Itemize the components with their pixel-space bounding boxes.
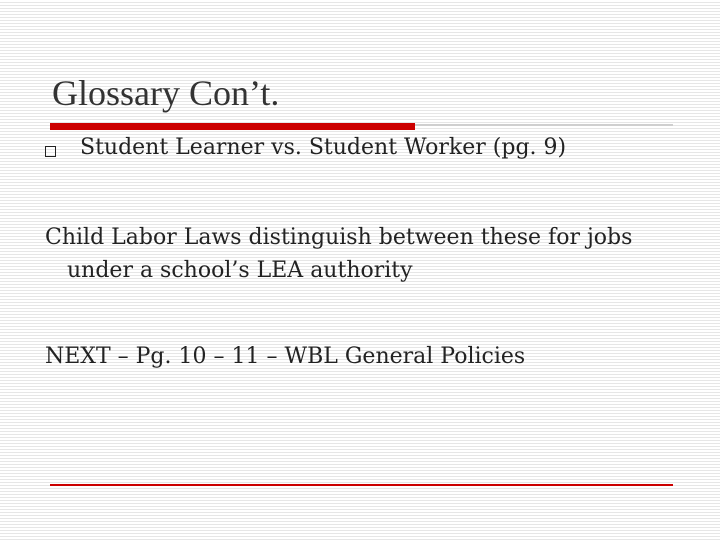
- square-bullet-icon: [45, 146, 56, 157]
- title-divider-rule: [415, 124, 673, 126]
- title-accent-rule: [50, 123, 415, 130]
- body-paragraph-next: NEXT – Pg. 10 – 11 – WBL General Policies: [45, 344, 526, 369]
- body-paragraph-child-labor: Child Labor Laws distinguish between these for jobs under a school’s LEA authority: [45, 225, 633, 283]
- footer-rule: [50, 484, 673, 486]
- bullet-heading: Student Learner vs. Student Worker (pg. 9): [80, 135, 567, 160]
- slide-title: Glossary Con’t.: [52, 73, 280, 113]
